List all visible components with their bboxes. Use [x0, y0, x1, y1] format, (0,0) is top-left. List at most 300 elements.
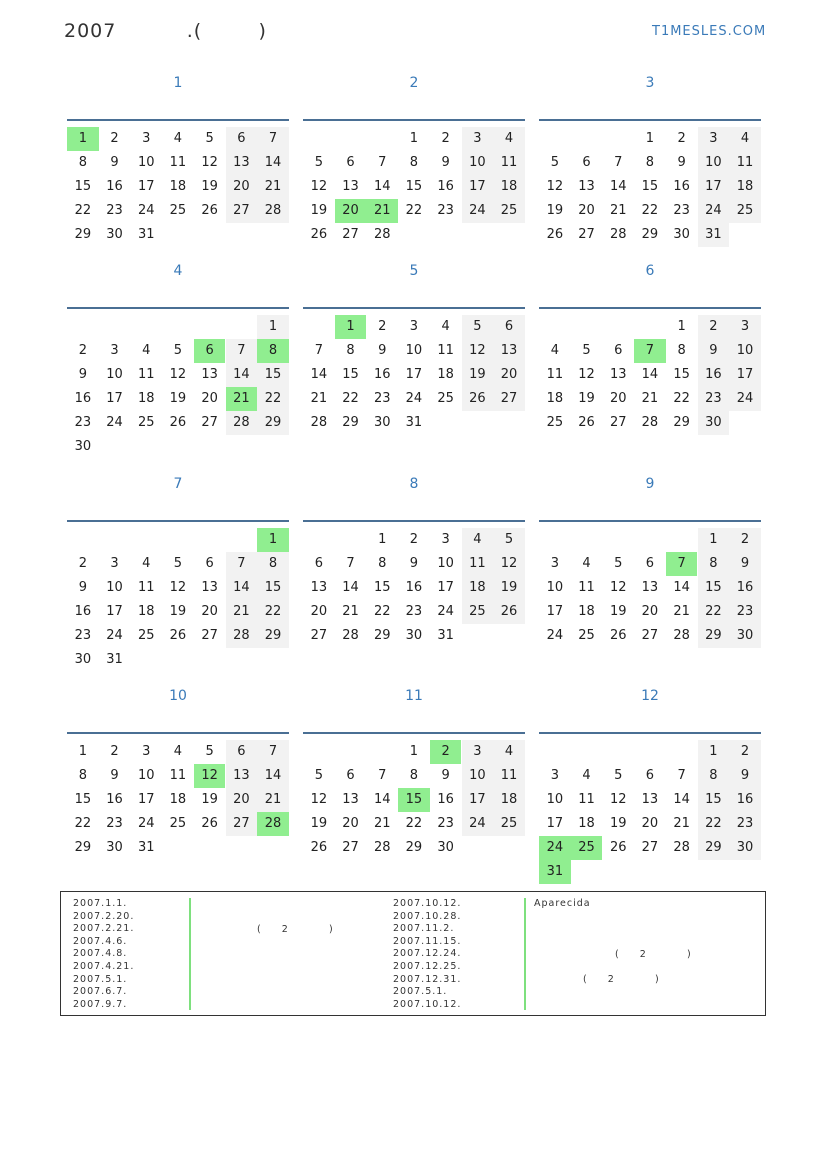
day-cell[interactable]: 4: [173, 744, 183, 759]
day-cell[interactable]: 13: [342, 179, 359, 194]
day-cell[interactable]: 12: [201, 155, 218, 170]
day-cell[interactable]: 7: [614, 155, 623, 170]
day-cell[interactable]: 16: [74, 391, 92, 406]
day-cell[interactable]: 17: [137, 792, 155, 807]
day-cell[interactable]: 3: [110, 343, 119, 358]
day-cell[interactable]: 1: [698, 740, 730, 764]
day-cell[interactable]: 30: [74, 652, 92, 667]
day-cell[interactable]: 20: [201, 391, 218, 406]
day-cell[interactable]: 17: [698, 175, 730, 199]
day-cell[interactable]: 29: [641, 227, 659, 242]
day-cell[interactable]: 4: [493, 740, 525, 764]
day-cell[interactable]: 23: [106, 816, 123, 831]
day-cell[interactable]: 14: [641, 367, 659, 382]
day-cell[interactable]: 28: [609, 227, 627, 242]
day-cell[interactable]: 11: [437, 343, 454, 358]
day-cell[interactable]: 1: [78, 744, 87, 759]
day-cell[interactable]: 22: [373, 604, 391, 619]
day-cell[interactable]: 23: [106, 203, 123, 218]
holiday-day-cell[interactable]: 20: [335, 199, 367, 223]
day-cell[interactable]: 3: [110, 556, 119, 571]
holiday-day-cell[interactable]: 28: [257, 812, 289, 836]
day-cell[interactable]: 8: [346, 343, 355, 358]
day-cell[interactable]: 7: [378, 155, 387, 170]
day-cell[interactable]: 14: [257, 764, 289, 788]
day-cell[interactable]: 4: [582, 556, 591, 571]
day-cell[interactable]: 26: [310, 227, 328, 242]
day-cell[interactable]: 4: [142, 556, 151, 571]
day-cell[interactable]: 15: [74, 792, 92, 807]
day-cell[interactable]: 24: [462, 812, 494, 836]
day-cell[interactable]: 22: [257, 387, 289, 411]
day-cell[interactable]: 14: [226, 576, 258, 600]
day-cell[interactable]: 14: [373, 792, 391, 807]
day-cell[interactable]: 14: [342, 580, 359, 595]
day-cell[interactable]: 15: [641, 179, 659, 194]
day-cell[interactable]: 3: [550, 768, 559, 783]
holiday-day-cell[interactable]: 8: [257, 339, 289, 363]
day-cell[interactable]: 2: [110, 131, 119, 146]
day-cell[interactable]: 15: [342, 367, 359, 382]
day-cell[interactable]: 19: [578, 391, 595, 406]
day-cell[interactable]: 21: [641, 391, 659, 406]
day-cell[interactable]: 11: [137, 580, 155, 595]
day-cell[interactable]: 23: [729, 812, 761, 836]
day-cell[interactable]: 17: [462, 175, 494, 199]
day-cell[interactable]: 26: [609, 628, 627, 643]
day-cell[interactable]: 2: [378, 319, 387, 334]
day-cell[interactable]: 8: [78, 155, 87, 170]
day-cell[interactable]: 20: [493, 363, 525, 387]
day-cell[interactable]: 12: [462, 339, 494, 363]
day-cell[interactable]: 7: [346, 556, 355, 571]
day-cell[interactable]: 30: [729, 624, 761, 648]
day-cell[interactable]: 17: [405, 367, 423, 382]
day-cell[interactable]: 11: [729, 151, 761, 175]
day-cell[interactable]: 23: [373, 391, 391, 406]
day-cell[interactable]: 1: [698, 528, 730, 552]
day-cell[interactable]: 18: [169, 179, 187, 194]
day-cell[interactable]: 28: [310, 415, 328, 430]
day-cell[interactable]: 4: [441, 319, 450, 334]
day-cell[interactable]: 27: [201, 628, 218, 643]
day-cell[interactable]: 31: [137, 227, 155, 242]
holiday-day-cell[interactable]: 6: [194, 339, 226, 363]
day-cell[interactable]: 19: [169, 391, 187, 406]
day-cell[interactable]: 16: [106, 179, 123, 194]
day-cell[interactable]: 26: [578, 415, 595, 430]
day-cell[interactable]: 6: [205, 556, 214, 571]
day-cell[interactable]: 6: [314, 556, 323, 571]
day-cell[interactable]: 9: [698, 339, 730, 363]
day-cell[interactable]: 6: [645, 768, 655, 783]
day-cell[interactable]: 28: [673, 840, 690, 855]
day-cell[interactable]: 12: [578, 367, 595, 382]
day-cell[interactable]: 15: [698, 788, 730, 812]
day-cell[interactable]: 17: [106, 604, 123, 619]
day-cell[interactable]: 5: [205, 744, 214, 759]
day-cell[interactable]: 25: [578, 628, 595, 643]
day-cell[interactable]: 18: [137, 604, 155, 619]
day-cell[interactable]: 12: [609, 792, 627, 807]
day-cell[interactable]: 14: [310, 367, 328, 382]
day-cell[interactable]: 14: [226, 363, 258, 387]
day-cell[interactable]: 13: [641, 580, 659, 595]
day-cell[interactable]: 19: [609, 816, 627, 831]
day-cell[interactable]: 7: [314, 343, 323, 358]
holiday-day-cell[interactable]: 2: [430, 740, 462, 764]
day-cell[interactable]: 21: [609, 203, 627, 218]
day-cell[interactable]: 5: [582, 343, 591, 358]
day-cell[interactable]: 13: [641, 792, 659, 807]
day-cell[interactable]: 24: [729, 387, 761, 411]
day-cell[interactable]: 24: [106, 628, 123, 643]
day-cell[interactable]: 3: [729, 315, 761, 339]
day-cell[interactable]: 16: [405, 580, 423, 595]
day-cell[interactable]: 24: [106, 415, 123, 430]
day-cell[interactable]: 20: [310, 604, 328, 619]
day-cell[interactable]: 18: [493, 175, 525, 199]
day-cell[interactable]: 18: [493, 788, 525, 812]
day-cell[interactable]: 8: [645, 155, 655, 170]
day-cell[interactable]: 1: [409, 744, 419, 759]
day-cell[interactable]: 24: [462, 199, 494, 223]
day-cell[interactable]: 27: [641, 840, 659, 855]
day-cell[interactable]: 1: [677, 319, 686, 334]
day-cell[interactable]: 12: [546, 179, 564, 194]
day-cell[interactable]: 29: [698, 624, 730, 648]
day-cell[interactable]: 3: [462, 127, 494, 151]
day-cell[interactable]: 19: [462, 363, 494, 387]
day-cell[interactable]: 29: [373, 628, 391, 643]
day-cell[interactable]: 22: [405, 816, 423, 831]
day-cell[interactable]: 30: [74, 439, 92, 454]
day-cell[interactable]: 25: [493, 199, 525, 223]
day-cell[interactable]: 16: [373, 367, 391, 382]
day-cell[interactable]: 3: [462, 740, 494, 764]
day-cell[interactable]: 9: [409, 556, 419, 571]
day-cell[interactable]: 21: [257, 175, 289, 199]
day-cell[interactable]: 21: [673, 816, 690, 831]
day-cell[interactable]: 16: [437, 792, 454, 807]
day-cell[interactable]: 5: [314, 768, 323, 783]
day-cell[interactable]: 17: [546, 604, 564, 619]
day-cell[interactable]: 29: [673, 415, 690, 430]
day-cell[interactable]: 18: [462, 576, 494, 600]
day-cell[interactable]: 20: [641, 604, 659, 619]
day-cell[interactable]: 19: [169, 604, 187, 619]
day-cell[interactable]: 21: [257, 788, 289, 812]
day-cell[interactable]: 27: [201, 415, 218, 430]
day-cell[interactable]: 23: [698, 387, 730, 411]
day-cell[interactable]: 2: [698, 315, 730, 339]
holiday-day-cell[interactable]: 1: [67, 127, 99, 151]
day-cell[interactable]: 4: [173, 131, 183, 146]
day-cell[interactable]: 9: [110, 768, 119, 783]
day-cell[interactable]: 2: [677, 131, 686, 146]
day-cell[interactable]: 29: [74, 227, 92, 242]
day-cell[interactable]: 13: [493, 339, 525, 363]
day-cell[interactable]: 23: [673, 203, 690, 218]
day-cell[interactable]: 24: [546, 628, 564, 643]
day-cell[interactable]: 16: [106, 792, 123, 807]
day-cell[interactable]: 28: [226, 411, 258, 435]
day-cell[interactable]: 26: [201, 816, 218, 831]
day-cell[interactable]: 23: [405, 604, 423, 619]
day-cell[interactable]: 11: [578, 792, 595, 807]
day-cell[interactable]: 6: [226, 127, 258, 151]
day-cell[interactable]: 12: [493, 552, 525, 576]
day-cell[interactable]: 22: [641, 203, 659, 218]
day-cell[interactable]: 20: [226, 175, 258, 199]
day-cell[interactable]: 13: [226, 764, 258, 788]
day-cell[interactable]: 29: [405, 840, 423, 855]
day-cell[interactable]: 31: [698, 223, 730, 247]
day-cell[interactable]: 6: [614, 343, 623, 358]
day-cell[interactable]: 18: [578, 816, 595, 831]
day-cell[interactable]: 12: [169, 580, 187, 595]
day-cell[interactable]: 18: [137, 391, 155, 406]
day-cell[interactable]: 18: [437, 367, 454, 382]
day-cell[interactable]: 6: [645, 556, 655, 571]
day-cell[interactable]: 29: [257, 411, 289, 435]
day-cell[interactable]: 7: [226, 552, 258, 576]
day-cell[interactable]: 28: [257, 199, 289, 223]
day-cell[interactable]: 3: [142, 744, 151, 759]
brand-logo[interactable]: T1MESLES.COM: [652, 24, 767, 39]
day-cell[interactable]: 2: [729, 740, 761, 764]
holiday-day-cell[interactable]: 21: [226, 387, 258, 411]
day-cell[interactable]: 20: [641, 816, 659, 831]
day-cell[interactable]: 26: [201, 203, 218, 218]
day-cell[interactable]: 26: [546, 227, 564, 242]
day-cell[interactable]: 8: [409, 155, 419, 170]
day-cell[interactable]: 8: [378, 556, 387, 571]
day-cell[interactable]: 30: [405, 628, 423, 643]
day-cell[interactable]: 5: [614, 768, 623, 783]
day-cell[interactable]: 1: [378, 532, 387, 547]
day-cell[interactable]: 9: [677, 155, 686, 170]
day-cell[interactable]: 31: [437, 628, 454, 643]
day-cell[interactable]: 11: [462, 552, 494, 576]
day-cell[interactable]: 20: [578, 203, 595, 218]
day-cell[interactable]: 11: [169, 768, 187, 783]
day-cell[interactable]: 16: [673, 179, 690, 194]
day-cell[interactable]: 29: [257, 624, 289, 648]
day-cell[interactable]: 4: [582, 768, 591, 783]
day-cell[interactable]: 10: [137, 768, 155, 783]
day-cell[interactable]: 28: [226, 624, 258, 648]
day-cell[interactable]: 1: [257, 315, 289, 339]
day-cell[interactable]: 18: [546, 391, 564, 406]
day-cell[interactable]: 2: [729, 528, 761, 552]
day-cell[interactable]: 4: [142, 343, 151, 358]
day-cell[interactable]: 23: [74, 415, 92, 430]
day-cell[interactable]: 27: [310, 628, 328, 643]
day-cell[interactable]: 27: [226, 812, 258, 836]
holiday-day-cell[interactable]: 1: [257, 528, 289, 552]
day-cell[interactable]: 8: [257, 552, 289, 576]
day-cell[interactable]: 19: [310, 816, 328, 831]
day-cell[interactable]: 8: [409, 768, 419, 783]
day-cell[interactable]: 17: [137, 179, 155, 194]
day-cell[interactable]: 15: [405, 179, 423, 194]
day-cell[interactable]: 6: [493, 315, 525, 339]
day-cell[interactable]: 22: [698, 600, 730, 624]
day-cell[interactable]: 23: [74, 628, 92, 643]
day-cell[interactable]: 7: [226, 339, 258, 363]
day-cell[interactable]: 18: [578, 604, 595, 619]
day-cell[interactable]: 30: [673, 227, 690, 242]
day-cell[interactable]: 15: [673, 367, 690, 382]
day-cell[interactable]: 10: [106, 580, 123, 595]
holiday-day-cell[interactable]: 7: [666, 552, 698, 576]
day-cell[interactable]: 19: [201, 792, 218, 807]
holiday-day-cell[interactable]: 21: [366, 199, 398, 223]
day-cell[interactable]: 30: [106, 840, 123, 855]
day-cell[interactable]: 29: [698, 836, 730, 860]
day-cell[interactable]: 20: [342, 816, 359, 831]
day-cell[interactable]: 4: [462, 528, 494, 552]
day-cell[interactable]: 11: [546, 367, 564, 382]
day-cell[interactable]: 15: [257, 576, 289, 600]
day-cell[interactable]: 25: [462, 600, 494, 624]
day-cell[interactable]: 2: [409, 532, 419, 547]
day-cell[interactable]: 7: [257, 740, 289, 764]
day-cell[interactable]: 5: [493, 528, 525, 552]
day-cell[interactable]: 22: [74, 816, 92, 831]
day-cell[interactable]: 3: [441, 532, 450, 547]
day-cell[interactable]: 11: [578, 580, 595, 595]
day-cell[interactable]: 21: [226, 600, 258, 624]
day-cell[interactable]: 10: [462, 764, 494, 788]
day-cell[interactable]: 14: [609, 179, 627, 194]
day-cell[interactable]: 10: [729, 339, 761, 363]
day-cell[interactable]: 30: [437, 840, 454, 855]
day-cell[interactable]: 5: [173, 556, 183, 571]
day-cell[interactable]: 16: [74, 604, 92, 619]
day-cell[interactable]: 13: [609, 367, 627, 382]
day-cell[interactable]: 6: [582, 155, 591, 170]
day-cell[interactable]: 5: [314, 155, 323, 170]
day-cell[interactable]: 3: [142, 131, 151, 146]
day-cell[interactable]: 9: [78, 580, 87, 595]
day-cell[interactable]: 13: [342, 792, 359, 807]
day-cell[interactable]: 19: [609, 604, 627, 619]
holiday-day-cell[interactable]: 1: [335, 315, 367, 339]
day-cell[interactable]: 14: [257, 151, 289, 175]
day-cell[interactable]: 27: [609, 415, 627, 430]
day-cell[interactable]: 27: [342, 840, 359, 855]
day-cell[interactable]: 20: [201, 604, 218, 619]
day-cell[interactable]: 24: [137, 816, 155, 831]
day-cell[interactable]: 14: [373, 179, 391, 194]
day-cell[interactable]: 11: [137, 367, 155, 382]
day-cell[interactable]: 26: [462, 387, 494, 411]
day-cell[interactable]: 13: [201, 580, 218, 595]
day-cell[interactable]: 7: [257, 127, 289, 151]
day-cell[interactable]: 14: [673, 792, 690, 807]
holiday-day-cell[interactable]: 7: [634, 339, 666, 363]
day-cell[interactable]: 23: [437, 816, 454, 831]
day-cell[interactable]: 21: [373, 816, 391, 831]
day-cell[interactable]: 6: [346, 768, 355, 783]
day-cell[interactable]: 5: [550, 155, 559, 170]
day-cell[interactable]: 21: [342, 604, 359, 619]
day-cell[interactable]: 5: [173, 343, 183, 358]
day-cell[interactable]: 10: [106, 367, 123, 382]
day-cell[interactable]: 28: [342, 628, 359, 643]
day-cell[interactable]: 20: [226, 788, 258, 812]
day-cell[interactable]: 31: [405, 415, 423, 430]
day-cell[interactable]: 1: [409, 131, 419, 146]
day-cell[interactable]: 22: [257, 600, 289, 624]
day-cell[interactable]: 31: [137, 840, 155, 855]
day-cell[interactable]: 2: [110, 744, 119, 759]
holiday-day-cell[interactable]: 24: [539, 836, 571, 860]
day-cell[interactable]: 9: [441, 155, 450, 170]
day-cell[interactable]: 13: [226, 151, 258, 175]
day-cell[interactable]: 24: [405, 391, 423, 406]
day-cell[interactable]: 1: [645, 131, 655, 146]
day-cell[interactable]: 13: [578, 179, 595, 194]
day-cell[interactable]: 24: [137, 203, 155, 218]
day-cell[interactable]: 28: [673, 628, 690, 643]
day-cell[interactable]: 10: [698, 151, 730, 175]
day-cell[interactable]: 7: [677, 768, 686, 783]
day-cell[interactable]: 27: [226, 199, 258, 223]
day-cell[interactable]: 9: [78, 367, 87, 382]
day-cell[interactable]: 9: [729, 552, 761, 576]
day-cell[interactable]: 8: [677, 343, 686, 358]
day-cell[interactable]: 2: [78, 343, 87, 358]
day-cell[interactable]: 9: [441, 768, 450, 783]
day-cell[interactable]: 22: [342, 391, 359, 406]
day-cell[interactable]: 25: [169, 203, 187, 218]
day-cell[interactable]: 30: [698, 411, 730, 435]
day-cell[interactable]: 8: [698, 552, 730, 576]
day-cell[interactable]: 5: [462, 315, 494, 339]
day-cell[interactable]: 12: [169, 367, 187, 382]
day-cell[interactable]: 25: [169, 816, 187, 831]
day-cell[interactable]: 26: [169, 415, 187, 430]
day-cell[interactable]: 9: [729, 764, 761, 788]
day-cell[interactable]: 5: [205, 131, 214, 146]
day-cell[interactable]: 26: [310, 840, 328, 855]
day-cell[interactable]: 30: [106, 227, 123, 242]
day-cell[interactable]: 26: [609, 840, 627, 855]
day-cell[interactable]: 9: [378, 343, 387, 358]
day-cell[interactable]: 12: [310, 179, 328, 194]
day-cell[interactable]: 27: [342, 227, 359, 242]
day-cell[interactable]: 11: [493, 151, 525, 175]
day-cell[interactable]: 26: [169, 628, 187, 643]
day-cell[interactable]: 27: [493, 387, 525, 411]
day-cell[interactable]: 15: [698, 576, 730, 600]
day-cell[interactable]: 28: [641, 415, 659, 430]
day-cell[interactable]: 12: [609, 580, 627, 595]
day-cell[interactable]: 10: [546, 580, 564, 595]
day-cell[interactable]: 25: [729, 199, 761, 223]
day-cell[interactable]: 16: [437, 179, 454, 194]
day-cell[interactable]: 27: [578, 227, 595, 242]
day-cell[interactable]: 30: [729, 836, 761, 860]
day-cell[interactable]: 22: [405, 203, 423, 218]
day-cell[interactable]: 25: [546, 415, 564, 430]
day-cell[interactable]: 2: [78, 556, 87, 571]
day-cell[interactable]: 12: [310, 792, 328, 807]
day-cell[interactable]: 10: [462, 151, 494, 175]
